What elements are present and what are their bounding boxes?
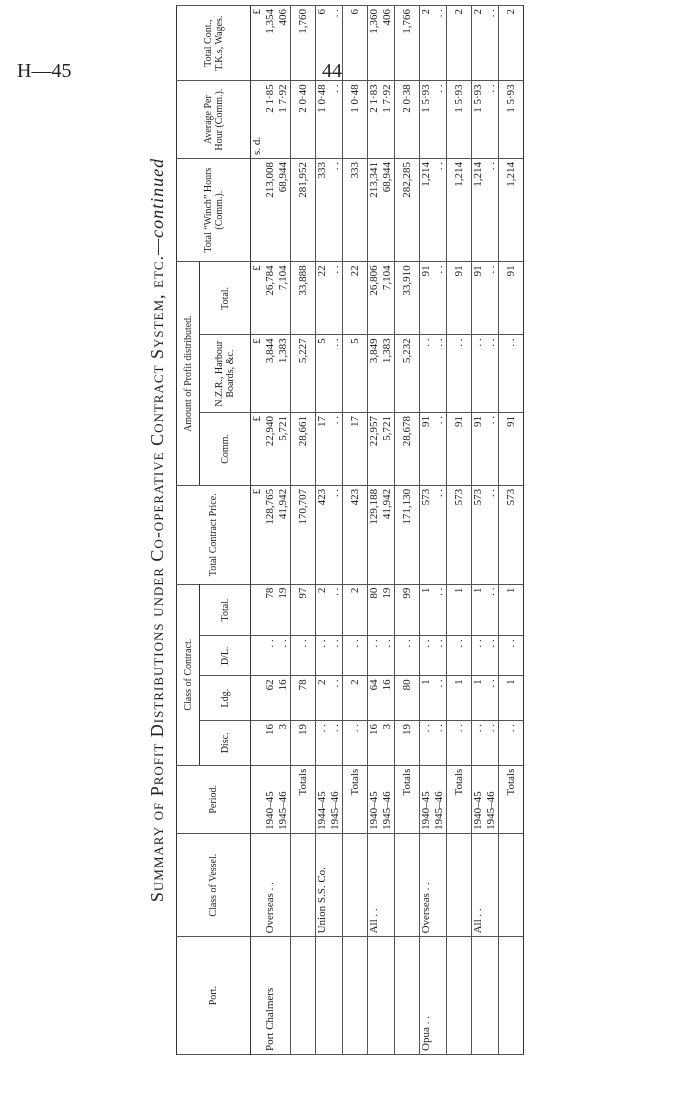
cell-disc: 19 (291, 721, 316, 766)
cell-price: 41,942 (381, 485, 395, 584)
cell-wages: 1,360 (368, 6, 382, 81)
table-title (140, 5, 174, 1055)
cell-dl: . . (368, 636, 382, 676)
col-header-nzr: N.Z.R., Harbour Boards, &c. (200, 335, 251, 413)
cell-ptotal: 26,806 (368, 262, 382, 335)
cell-period: 1944–45 (316, 765, 330, 833)
cell-disc: 16 (264, 721, 277, 766)
cell-nzr: 5,227 (291, 335, 316, 413)
cell-ctotal: 99 (395, 584, 420, 636)
cell-port: Port Chalmers (264, 937, 277, 1055)
cell-port (499, 937, 524, 1055)
cell-comm: 91 (420, 412, 434, 485)
table-row (316, 6, 330, 1055)
col-header-ldg: Ldg. (200, 676, 251, 721)
cell-period: 1945–46 (277, 765, 291, 833)
cell-disc: . . (472, 721, 486, 766)
cell-vessel (447, 833, 472, 936)
cell-ldg: 1 (499, 676, 524, 721)
table-body (251, 6, 524, 1055)
cell-wages: . . (433, 6, 447, 81)
cell-nzr: 5 (316, 335, 330, 413)
cell-nzr: . . (499, 335, 524, 413)
cell-avg: 2 1·83 (368, 81, 382, 159)
cell-ptotal: 7,104 (277, 262, 291, 335)
cell-price: 573 (447, 485, 472, 584)
cell-avg: 2 1·85 (264, 81, 277, 159)
cell-nzr: . . (329, 335, 343, 413)
cell-hours: 1,214 (472, 158, 486, 261)
cell-dl: . . (472, 636, 486, 676)
cell-ptotal: 91 (420, 262, 434, 335)
cell-ptotal: 91 (472, 262, 486, 335)
col-header-period: Period. (177, 765, 251, 833)
cell-ldg: 1 (472, 676, 486, 721)
cell-nzr: 5 (343, 335, 368, 413)
cell-ptotal: 22 (316, 262, 330, 335)
cell-price: 573 (420, 485, 434, 584)
cell-vessel (499, 833, 524, 936)
col-header-wages: Total Cont., T.K.s, Wages. (177, 6, 251, 81)
cell-vessel (291, 833, 316, 936)
cell-nzr: . . (485, 335, 499, 413)
cell-port (368, 937, 382, 1055)
col-header-disc: Disc. (200, 721, 251, 766)
col-header-contract-price: Total Contract Price. (177, 485, 251, 584)
table-row (264, 6, 277, 1055)
cell-price: 573 (499, 485, 524, 584)
cell-ldg: . . (433, 676, 447, 721)
cell-period: Totals (291, 765, 316, 833)
cell-vessel (329, 833, 343, 936)
unit-price: £ (251, 485, 265, 584)
cell-dl: . . (447, 636, 472, 676)
cell-period: Totals (447, 765, 472, 833)
cell-hours: 68,944 (277, 158, 291, 261)
cell-comm: . . (485, 412, 499, 485)
cell-ldg: 80 (395, 676, 420, 721)
cell-wages: 1,760 (291, 6, 316, 81)
cell-dl: . . (291, 636, 316, 676)
cell-disc: . . (343, 721, 368, 766)
cell-disc: . . (316, 721, 330, 766)
cell-disc: 3 (277, 721, 291, 766)
col-header-winch-hours: Total “Winch” Hours (Comm.). (177, 158, 251, 261)
cell-ctotal: . . (433, 584, 447, 636)
cell-port (343, 937, 368, 1055)
cell-ptotal: 91 (447, 262, 472, 335)
cell-avg: . . (485, 81, 499, 159)
cell-period: 1940–45 (264, 765, 277, 833)
rotated-table-page (140, 5, 660, 1055)
cell-ldg: 16 (277, 676, 291, 721)
cell-wages: 406 (277, 6, 291, 81)
cell-ldg: 1 (447, 676, 472, 721)
table-row (485, 6, 499, 1055)
cell-ldg: . . (485, 676, 499, 721)
cell-period: Totals (395, 765, 420, 833)
cell-wages: 1,766 (395, 6, 420, 81)
table-title-continued: —continued (147, 157, 167, 255)
units-row (251, 6, 265, 1055)
cell-comm: . . (433, 412, 447, 485)
cell-price: 41,942 (277, 485, 291, 584)
cell-disc: 16 (368, 721, 382, 766)
col-header-port: Port. (177, 937, 251, 1055)
cell-port (329, 937, 343, 1055)
cell-wages: 2 (420, 6, 434, 81)
cell-avg: 1 7·92 (277, 81, 291, 159)
table-total-row (447, 6, 472, 1055)
cell-period: 1945–46 (433, 765, 447, 833)
cell-port (395, 937, 420, 1055)
cell-ldg: 2 (316, 676, 330, 721)
cell-port (447, 937, 472, 1055)
table-row (420, 6, 434, 1055)
cell-ldg: 64 (368, 676, 382, 721)
cell-hours: 68,944 (381, 158, 395, 261)
cell-disc: 19 (395, 721, 420, 766)
cell-hours: 333 (343, 158, 368, 261)
cell-wages: 2 (447, 6, 472, 81)
cell-nzr: 3,844 (264, 335, 277, 413)
cell-ptotal: 91 (499, 262, 524, 335)
cell-disc: . . (433, 721, 447, 766)
cell-dl: . . (485, 636, 499, 676)
table-row (433, 6, 447, 1055)
col-header-comm: Comm. (200, 412, 251, 485)
cell-ctotal: . . (485, 584, 499, 636)
unit-nzr: £ (251, 335, 265, 413)
cell-period: 1945–46 (381, 765, 395, 833)
cell-ctotal: 80 (368, 584, 382, 636)
cell-hours: 1,214 (499, 158, 524, 261)
cell-avg: 1 0·48 (316, 81, 330, 159)
cell-avg: 2 0·38 (395, 81, 420, 159)
cell-comm: 91 (447, 412, 472, 485)
cell-ctotal: 1 (472, 584, 486, 636)
cell-price: 423 (343, 485, 368, 584)
table-row (381, 6, 395, 1055)
cell-comm: 17 (343, 412, 368, 485)
cell-avg: 1 0·48 (343, 81, 368, 159)
cell-ptotal: 26,784 (264, 262, 277, 335)
col-header-profit-total: Total. (200, 262, 251, 335)
cell-hours: 282,285 (395, 158, 420, 261)
unit-comm: £ (251, 412, 265, 485)
cell-hours: 213,341 (368, 158, 382, 261)
cell-ctotal: 97 (291, 584, 316, 636)
cell-ctotal: 19 (381, 584, 395, 636)
cell-price: 423 (316, 485, 330, 584)
cell-period: 1940–45 (420, 765, 434, 833)
cell-port (472, 937, 486, 1055)
cell-price: 170,707 (291, 485, 316, 584)
col-group-profit-distributed: Amount of Profit distributed. (177, 262, 200, 485)
cell-price: 171,130 (395, 485, 420, 584)
cell-comm: 28,678 (395, 412, 420, 485)
cell-price: 573 (472, 485, 486, 584)
cell-hours: 1,214 (420, 158, 434, 261)
cell-price: 129,188 (368, 485, 382, 584)
page-number: 44 (322, 60, 342, 82)
cell-period: 1940–45 (368, 765, 382, 833)
cell-wages: . . (485, 6, 499, 81)
table-row (472, 6, 486, 1055)
cell-nzr: 3,849 (368, 335, 382, 413)
unit-profit-total: £ (251, 262, 265, 335)
cell-hours: 281,952 (291, 158, 316, 261)
cell-port (485, 937, 499, 1055)
cell-port (316, 937, 330, 1055)
cell-avg: 1 7·92 (381, 81, 395, 159)
cell-disc: 3 (381, 721, 395, 766)
cell-comm: 5,721 (277, 412, 291, 485)
cell-hours: 333 (316, 158, 330, 261)
cell-ptotal: 7,104 (381, 262, 395, 335)
cell-avg: . . (433, 81, 447, 159)
table-row (277, 6, 291, 1055)
cell-comm: 91 (472, 412, 486, 485)
cell-vessel: All . . (368, 833, 382, 936)
cell-avg: . . (329, 81, 343, 159)
cell-ctotal: . . (329, 584, 343, 636)
cell-wages: 406 (381, 6, 395, 81)
cell-period: 1940–45 (472, 765, 486, 833)
cell-wages: . . (329, 6, 343, 81)
table-row (368, 6, 382, 1055)
cell-comm: 5,721 (381, 412, 395, 485)
cell-comm: 28,661 (291, 412, 316, 485)
cell-ptotal: 22 (343, 262, 368, 335)
cell-hours: . . (329, 158, 343, 261)
cell-ldg: 1 (420, 676, 434, 721)
cell-price: . . (433, 485, 447, 584)
cell-period: Totals (343, 765, 368, 833)
cell-period: 1945–46 (485, 765, 499, 833)
cell-ctotal: 1 (447, 584, 472, 636)
cell-hours: 213,008 (264, 158, 277, 261)
cell-nzr: . . (420, 335, 434, 413)
cell-dl: . . (381, 636, 395, 676)
cell-ctotal: 78 (264, 584, 277, 636)
cell-ldg: . . (329, 676, 343, 721)
profit-distribution-table (176, 5, 524, 1055)
table-total-row (291, 6, 316, 1055)
cell-ptotal: . . (485, 262, 499, 335)
cell-port (381, 937, 395, 1055)
cell-vessel (433, 833, 447, 936)
cell-dl: . . (316, 636, 330, 676)
table-row (329, 6, 343, 1055)
cell-avg: 1 5·93 (499, 81, 524, 159)
cell-hours: 1,214 (447, 158, 472, 261)
cell-comm: 22,957 (368, 412, 382, 485)
cell-ctotal: 2 (343, 584, 368, 636)
table-total-row (343, 6, 368, 1055)
cell-disc: . . (447, 721, 472, 766)
cell-ctotal: 1 (499, 584, 524, 636)
cell-wages: 1,354 (264, 6, 277, 81)
cell-ldg: 78 (291, 676, 316, 721)
cell-price: . . (485, 485, 499, 584)
cell-dl: . . (499, 636, 524, 676)
cell-disc: . . (329, 721, 343, 766)
cell-dl: . . (329, 636, 343, 676)
unit-wages: £ (251, 6, 265, 81)
cell-dl: . . (395, 636, 420, 676)
cell-nzr: . . (433, 335, 447, 413)
cell-vessel: Union S.S. Co. (316, 833, 330, 936)
cell-nzr: . . (472, 335, 486, 413)
cell-port (433, 937, 447, 1055)
cell-comm: . . (329, 412, 343, 485)
cell-dl: . . (343, 636, 368, 676)
cell-ctotal: 19 (277, 584, 291, 636)
cell-vessel (485, 833, 499, 936)
cell-vessel (381, 833, 395, 936)
cell-vessel: Overseas . . (264, 833, 277, 936)
cell-period: 1945–46 (329, 765, 343, 833)
cell-price: 128,765 (264, 485, 277, 584)
cell-comm: 22,940 (264, 412, 277, 485)
table-total-row (499, 6, 524, 1055)
cell-vessel: All . . (472, 833, 486, 936)
cell-vessel (277, 833, 291, 936)
cell-nzr: 1,383 (381, 335, 395, 413)
cell-hours: . . (433, 158, 447, 261)
col-header-average-per-hour: Average Per Hour (Comm.). (177, 81, 251, 159)
cell-ptotal: 33,910 (395, 262, 420, 335)
cell-vessel (343, 833, 368, 936)
cell-ldg: 16 (381, 676, 395, 721)
cell-disc: . . (499, 721, 524, 766)
cell-comm: 17 (316, 412, 330, 485)
cell-disc: . . (420, 721, 434, 766)
cell-comm: 91 (499, 412, 524, 485)
cell-period: Totals (499, 765, 524, 833)
cell-wages: 6 (343, 6, 368, 81)
cell-dl: . . (264, 636, 277, 676)
cell-ptotal: . . (433, 262, 447, 335)
unit-avg: s. d. (251, 81, 265, 159)
cell-avg: 2 0·40 (291, 81, 316, 159)
cell-port (291, 937, 316, 1055)
cell-vessel: Overseas . . (420, 833, 434, 936)
col-header-dl: D/L. (200, 636, 251, 676)
col-group-class-of-contract: Class of Contract. (177, 584, 200, 765)
cell-ptotal: . . (329, 262, 343, 335)
col-header-contract-total: Total. (200, 584, 251, 636)
cell-port (277, 937, 291, 1055)
cell-nzr: 5,232 (395, 335, 420, 413)
cell-dl: . . (420, 636, 434, 676)
page-reference: H—45 (17, 60, 72, 82)
cell-dl: . . (433, 636, 447, 676)
cell-ldg: 2 (343, 676, 368, 721)
cell-avg: 1 5·93 (472, 81, 486, 159)
cell-wages: 2 (472, 6, 486, 81)
cell-ldg: 62 (264, 676, 277, 721)
cell-avg: 1 5·93 (447, 81, 472, 159)
cell-price: . . (329, 485, 343, 584)
cell-nzr: 1,383 (277, 335, 291, 413)
col-header-vessel: Class of Vessel. (177, 833, 251, 936)
cell-wages: 6 (316, 6, 330, 81)
table-title-main: Summary of Profit Distributions under Co-operative Contract System, etc. (147, 254, 167, 903)
cell-hours: . . (485, 158, 499, 261)
cell-ctotal: 1 (420, 584, 434, 636)
cell-nzr: . . (447, 335, 472, 413)
cell-ctotal: 2 (316, 584, 330, 636)
cell-ptotal: 33,888 (291, 262, 316, 335)
cell-port: Opua . . (420, 937, 434, 1055)
cell-avg: 1 5·93 (420, 81, 434, 159)
table-total-row (395, 6, 420, 1055)
cell-wages: 2 (499, 6, 524, 81)
cell-dl: . . (277, 636, 291, 676)
cell-disc: . . (485, 721, 499, 766)
cell-vessel (395, 833, 420, 936)
